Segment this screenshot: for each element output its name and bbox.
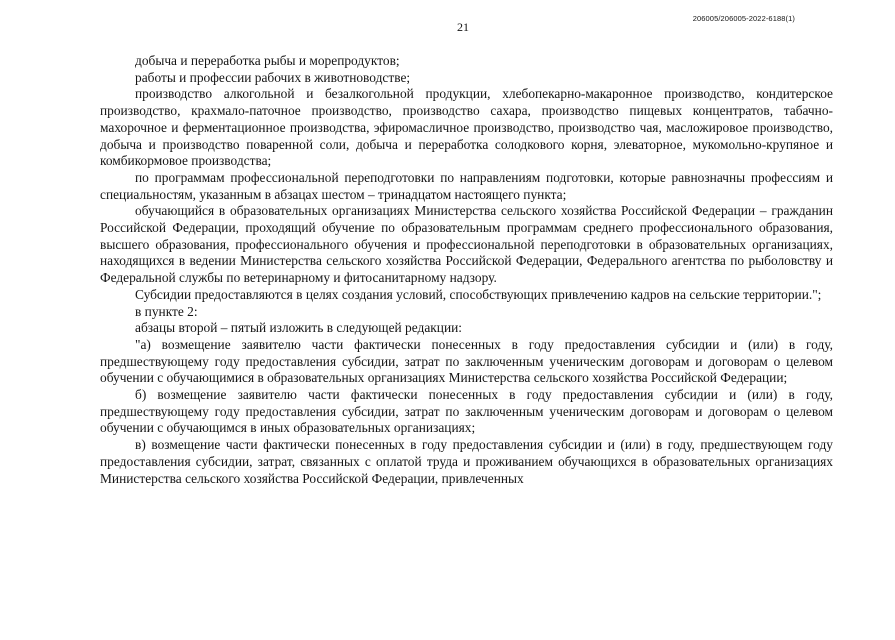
paragraph: б) возмещение заявителю части фактически понесенных в году предоставления субсидии и (или) в году, предшествующему году предоставления субсидии, затрат по заключенным ученическим договорам и договорам о целевом обучении с обучающимся в иных образовательных организациях; bbox=[100, 387, 833, 436]
paragraph: в пункте 2: bbox=[135, 303, 198, 319]
page-number: 21 bbox=[457, 20, 469, 34]
paragraph: абзацы второй – пятый изложить в следующей редакции: bbox=[135, 320, 463, 336]
paragraph: в) возмещение части фактически понесенных в году предоставления субсидии и (или) в году, предшествующем году предоставления субсидии, затрат, связанных с оплатой труда и проживанием обучающихся в образовательных организациях Министерства сельского хозяйства Российской Федерации, привлеченных bbox=[100, 437, 833, 486]
paragraph: добыча и переработка рыбы и морепродуктов; bbox=[135, 53, 400, 68]
document-code: 206005/206005-2022-6188(1) bbox=[692, 14, 795, 23]
document-body bbox=[100, 53, 833, 487]
paragraph: обучающийся в образовательных организациях Министерства сельского хозяйства Российской Федерации – гражданин Российской Федерации, проходящий обучение по образовательным программам среднего профессионального образования, высшего образования, профессионального обучения и профессиональной переподготовки в образовательных организациях, находящихся в ведении Министерства сельского хозяйства Российской Федерации, Федерального агентства по рыболовству и Федеральной службы по ветеринарному и фитосанитарному надзору. bbox=[100, 203, 833, 286]
paragraph: производство алкогольной и безалкогольной продукции, хлебопекарно-макаронное производство, кондитерское производство, крахмало-паточное производство, производство сахара, производство пищевых концентратов, табачно-махорочное и ферментационное производства, эфиромасличное производство, производство чая, масложировое производство, добыча и производство поваренной соли, добыча и переработка солодкового корня, элеваторное, мукомольно-крупяное и комбикормовое производства; bbox=[100, 86, 833, 169]
paragraph: по программам профессиональной переподготовки по направлениям подготовки, которые равнозначны профессиям и специальностям, указанным в абзацах шестом – тринадцатом настоящего пункта; bbox=[100, 169, 833, 202]
paragraph: "а) возмещение заявителю части фактически понесенных в году предоставления субсидии и (или) в году, предшествующему году предоставления субсидии, затрат по заключенным ученическим договорам и договорам о целевом обучении с обучающимися в образовательных организациях Министерства сельского хозяйства Российской Федерации; bbox=[100, 336, 833, 386]
paragraph: работы и профессии рабочих в животноводстве; bbox=[135, 69, 411, 85]
paragraph: Субсидии предоставляются в целях создания условий, способствующих привлечению кадров на сельские территории."; bbox=[135, 286, 822, 302]
